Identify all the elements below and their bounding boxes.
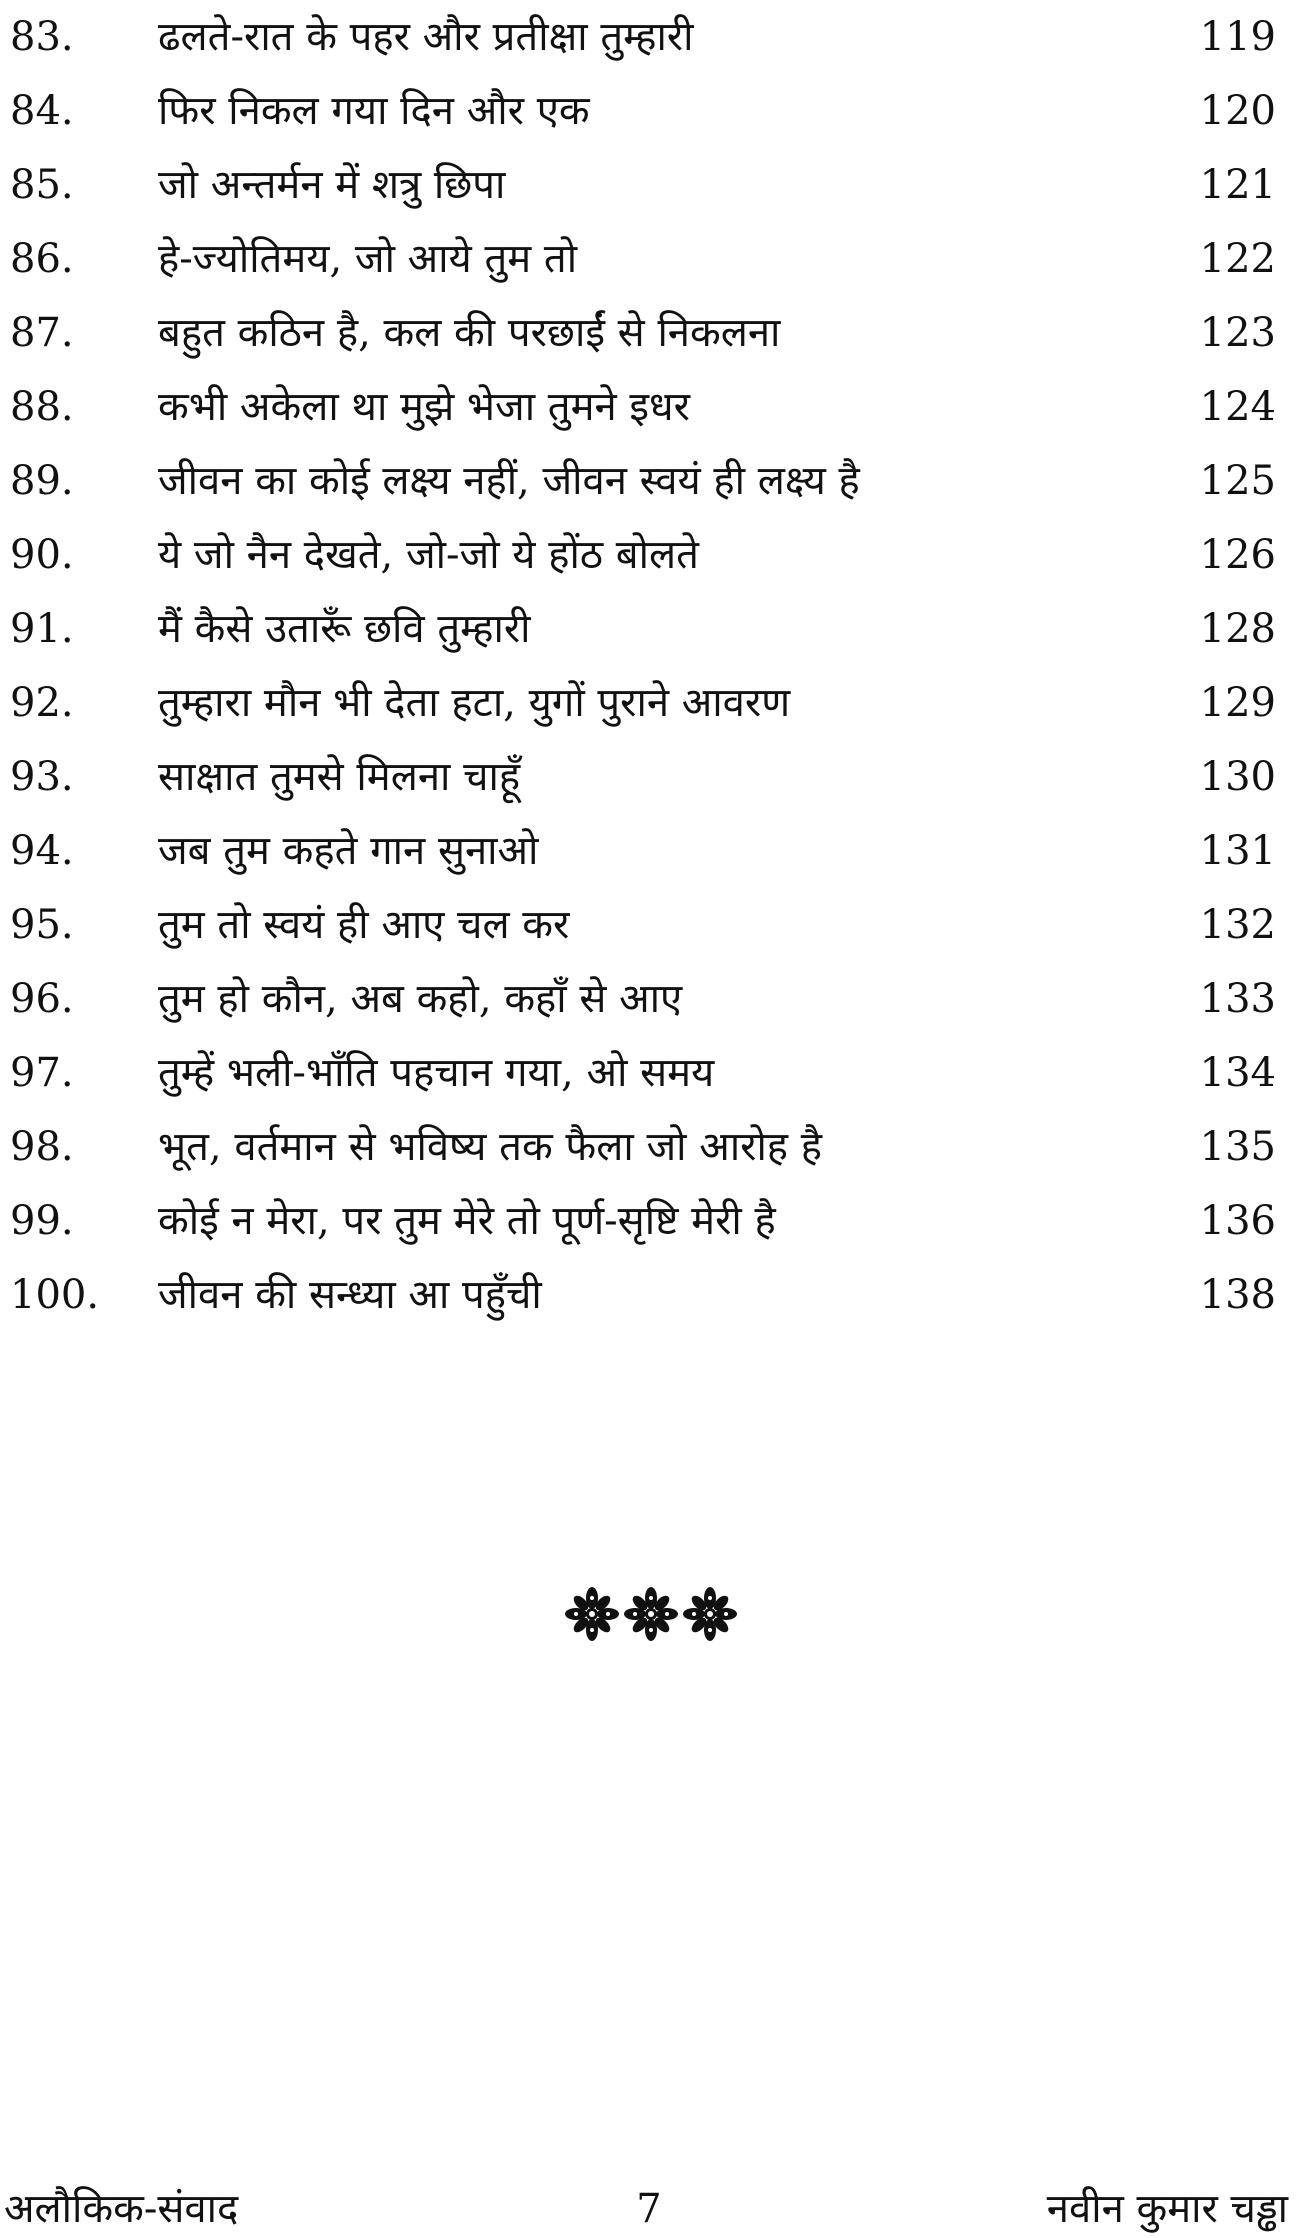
toc-entry-number: 99. bbox=[10, 1198, 74, 1244]
toc-entry-number: 83. bbox=[10, 14, 74, 60]
toc-entry-page: 128 bbox=[1199, 606, 1276, 652]
toc-entry[interactable] bbox=[0, 0, 1298, 74]
toc-entry-title: तुम तो स्वयं ही आए चल कर bbox=[158, 902, 570, 948]
toc-entry[interactable] bbox=[0, 370, 1298, 444]
toc-entry-page: 138 bbox=[1199, 1272, 1276, 1318]
toc-entry-number: 85. bbox=[10, 162, 74, 208]
footer-author: नवीन कुमार चड्ढा bbox=[1046, 2186, 1288, 2232]
toc-entry-number: 94. bbox=[10, 828, 74, 874]
toc-entry-page: 133 bbox=[1199, 976, 1276, 1022]
toc-entry-number: 95. bbox=[10, 902, 74, 948]
toc-entry-number: 90. bbox=[10, 532, 74, 578]
toc-entry-number: 84. bbox=[10, 88, 74, 134]
toc-entry[interactable] bbox=[0, 814, 1298, 888]
toc-entry-title: तुम हो कौन, अब कहो, कहाँ से आए bbox=[158, 976, 683, 1022]
toc-entry-page: 131 bbox=[1199, 828, 1276, 874]
toc-entry-page: 119 bbox=[1199, 14, 1276, 60]
toc-entry-page: 132 bbox=[1199, 902, 1276, 948]
toc-entry-title: फिर निकल गया दिन और एक bbox=[158, 88, 590, 134]
toc-entry-page: 122 bbox=[1199, 236, 1276, 282]
toc-entry[interactable] bbox=[0, 888, 1298, 962]
toc-entry[interactable] bbox=[0, 444, 1298, 518]
toc-entry-number: 86. bbox=[10, 236, 74, 282]
toc-entry-title: जीवन का कोई लक्ष्य नहीं, जीवन स्वयं ही लक्ष्य है bbox=[158, 458, 860, 504]
toc-entry-page: 136 bbox=[1199, 1198, 1276, 1244]
toc-entry-number: 89. bbox=[10, 458, 74, 504]
toc-entry[interactable] bbox=[0, 148, 1298, 222]
toc-entry[interactable] bbox=[0, 592, 1298, 666]
toc-entry[interactable] bbox=[0, 1110, 1298, 1184]
toc-entry-number: 96. bbox=[10, 976, 74, 1022]
toc-entry-page: 124 bbox=[1199, 384, 1276, 430]
toc-entry-title: जब तुम कहते गान सुनाओ bbox=[158, 828, 539, 874]
toc-entry-title: ये जो नैन देखते, जो-जो ये होंठ बोलते bbox=[158, 532, 699, 578]
toc-entry-title: कभी अकेला था मुझे भेजा तुमने इधर bbox=[158, 384, 691, 430]
toc-entry-title: भूत, वर्तमान से भविष्य तक फैला जो आरोह है bbox=[158, 1124, 822, 1170]
toc-entry-title: ढलते-रात के पहर और प्रतीक्षा तुम्हारी bbox=[158, 14, 694, 60]
toc-entry-title: हे-ज्योतिमय, जो आये तुम तो bbox=[158, 236, 578, 282]
toc-entry-title: तुम्हें भली-भाँति पहचान गया, ओ समय bbox=[158, 1050, 715, 1096]
toc-entry-number: 100. bbox=[10, 1272, 100, 1318]
toc-entry-title: मैं कैसे उतारूँ छवि तुम्हारी bbox=[158, 606, 531, 652]
toc-entry-page: 135 bbox=[1199, 1124, 1276, 1170]
toc-entry[interactable] bbox=[0, 1258, 1298, 1332]
toc-entry-number: 88. bbox=[10, 384, 74, 430]
toc-entry-number: 91. bbox=[10, 606, 74, 652]
toc-entry-page: 134 bbox=[1199, 1050, 1276, 1096]
toc-entry-title: तुम्हारा मौन भी देता हटा, युगों पुराने आवरण bbox=[158, 680, 791, 726]
toc-entry[interactable] bbox=[0, 518, 1298, 592]
toc-entry[interactable] bbox=[0, 962, 1298, 1036]
toc-entry-page: 130 bbox=[1199, 754, 1276, 800]
toc-entry-title: बहुत कठिन है, कल की परछाईं से निकलना bbox=[158, 310, 781, 356]
toc-entry-page: 129 bbox=[1199, 680, 1276, 726]
toc-entry-title: कोई न मेरा, पर तुम मेरे तो पूर्ण-सृष्टि मेरी है bbox=[158, 1198, 776, 1244]
toc-entry-page: 125 bbox=[1199, 458, 1276, 504]
toc-entry-page: 123 bbox=[1199, 310, 1276, 356]
toc-entry[interactable] bbox=[0, 222, 1298, 296]
toc-entry-title: साक्षात तुमसे मिलना चाहूँ bbox=[158, 754, 521, 800]
toc-entry-page: 120 bbox=[1199, 88, 1276, 134]
toc-entry-number: 98. bbox=[10, 1124, 74, 1170]
toc-entry[interactable] bbox=[0, 666, 1298, 740]
toc-entry-title: जो अन्तर्मन में शत्रु छिपा bbox=[158, 162, 506, 208]
floral-ornament-icon bbox=[562, 1584, 740, 1644]
toc-entry-page: 126 bbox=[1199, 532, 1276, 578]
toc-entry[interactable] bbox=[0, 740, 1298, 814]
toc-entry-number: 93. bbox=[10, 754, 74, 800]
toc-entry[interactable] bbox=[0, 74, 1298, 148]
toc-entry[interactable] bbox=[0, 1184, 1298, 1258]
footer-book-title: अलौकिक-संवाद bbox=[4, 2186, 239, 2232]
toc-entry-number: 87. bbox=[10, 310, 74, 356]
toc-entry-page: 121 bbox=[1199, 162, 1276, 208]
toc-entry-number: 97. bbox=[10, 1050, 74, 1096]
toc-entry[interactable] bbox=[0, 296, 1298, 370]
footer-page-number: 7 bbox=[636, 2186, 662, 2232]
toc-entry-number: 92. bbox=[10, 680, 74, 726]
toc-entry[interactable] bbox=[0, 1036, 1298, 1110]
page-footer bbox=[0, 2180, 1298, 2238]
toc-entry-title: जीवन की सन्ध्या आ पहुँची bbox=[158, 1272, 542, 1318]
